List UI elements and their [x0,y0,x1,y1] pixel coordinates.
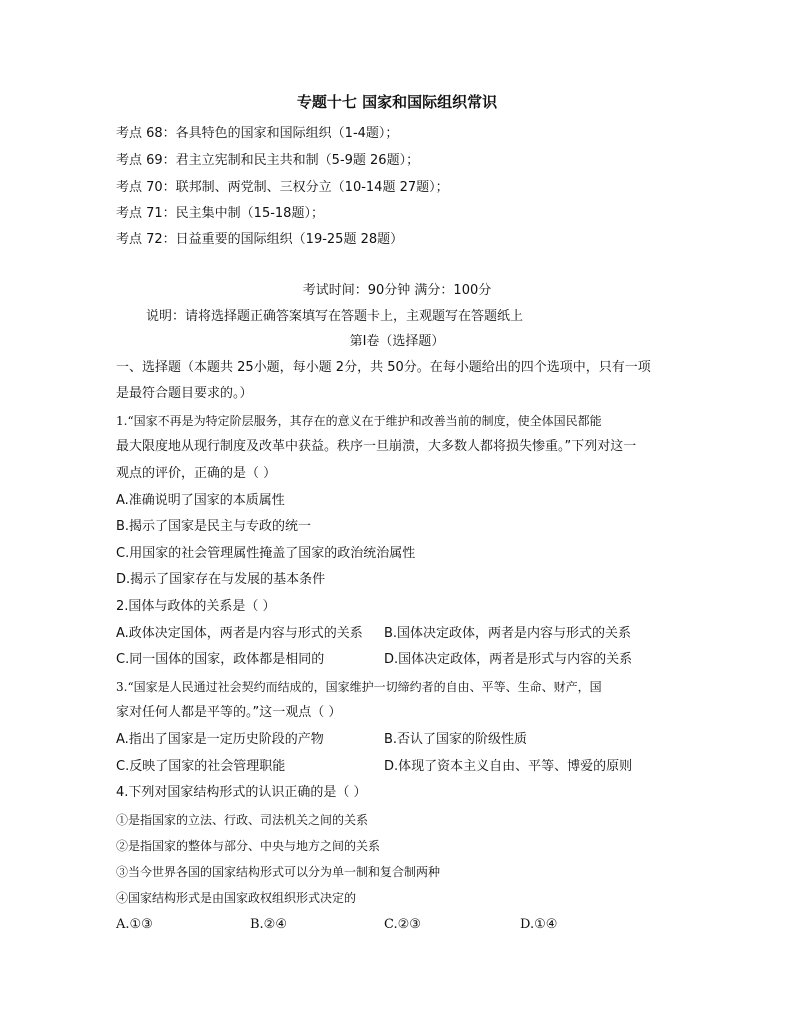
q1-stem-line-3: 观点的评价，正确的是（ ） [116,466,277,481]
kaodian-72: 考点 72：日益重要的国际组织（19-25题 28题） [116,232,404,247]
q4-statement-3: ③当今世界各国的国家结构形式可以分为单一制和复合制两种 [116,865,441,879]
q3-option-d: D.体现了资本主义自由、平等、博爱的原则 [384,759,633,774]
q1-option-d: D.揭示了国家存在与发展的基本条件 [116,572,326,587]
q1-stem-line-1: 1.“国家不再是为特定阶层服务，其存在的意义在于维护和改善当前的制度，使全体国民都能 [116,414,602,428]
part-intro-line-1: 一、选择题（本题共 25小题，每小题 2分，共 50分。在每小题给出的四个选项中，只有一项 [116,360,651,375]
instruction: 说明：请将选择题正确答案填写在答题卡上，主观题写在答题纸上 [146,309,524,324]
q2-option-a: A.政体决定国体，两者是内容与形式的关系 [116,626,363,641]
q1-option-a: A.准确说明了国家的本质属性 [116,493,285,508]
q2-stem: 2.国体与政体的关系是（ ） [116,599,276,614]
q2-option-d: D.国体决定政体，两者是形式与内容的关系 [384,652,633,667]
kaodian-71: 考点 71：民主集中制（15-18题）； [116,206,324,221]
q2-option-c: C.同一国体的国家，政体都是相同的 [116,652,325,667]
q1-option-b: B.揭示了国家是民主与专政的统一 [116,519,312,534]
q4-statement-4: ④国家结构形式是由国家政权组织形式决定的 [116,891,357,905]
kaodian-68: 考点 68：各具特色的国家和国际组织（1-4题）； [116,126,399,141]
q1-stem-line-2: 最大限度地从现行制度及改革中获益。秩序一旦崩溃，大多数人都将损失惨重。”下列对这一 [116,439,637,454]
kaodian-70: 考点 70：联邦制、两党制、三权分立（10-14题 27题）； [116,180,449,195]
q3-option-a: A.指出了国家是一定历史阶段的产物 [116,732,324,747]
q3-option-b: B.否认了国家的阶级性质 [384,732,528,747]
q3-stem-line-2: 家对任何人都是平等的。”这一观点（ ） [116,705,342,720]
q4-statement-1: ①是指国家的立法、行政、司法机关之间的关系 [116,813,369,827]
q4-option-a: A.①③ [116,917,153,932]
q4-option-b: B.②④ [250,917,287,932]
q1-option-c: C.用国家的社会管理属性掩盖了国家的政治统治属性 [116,546,416,561]
kaodian-69: 考点 69：君主立宪制和民主共和制（5-9题 26题）； [116,153,420,168]
exam-info: 考试时间：90分钟 满分：100分 [302,283,492,298]
q3-stem-line-1: 3.“国家是人民通过社会契约而结成的，国家维护一切缔约者的自由、平等、生命、财产，国 [116,680,602,694]
q2-option-b: B.国体决定政体，两者是内容与形式的关系 [384,626,632,641]
q4-statement-2: ②是指国家的整体与部分、中央与地方之间的关系 [116,839,381,853]
q4-option-c: C.②③ [384,917,421,932]
part-intro-line-2: 是最符合题目要求的。） [116,386,253,401]
page-title: 专题十七 国家和国际组织常识 [296,93,498,111]
section-title: 第Ⅰ卷（选择题） [349,334,445,349]
q3-option-c: C.反映了国家的社会管理职能 [116,759,286,774]
q4-option-d: D.①④ [520,917,558,932]
q4-stem: 4.下列对国家结构形式的认识正确的是（ ） [116,785,367,800]
